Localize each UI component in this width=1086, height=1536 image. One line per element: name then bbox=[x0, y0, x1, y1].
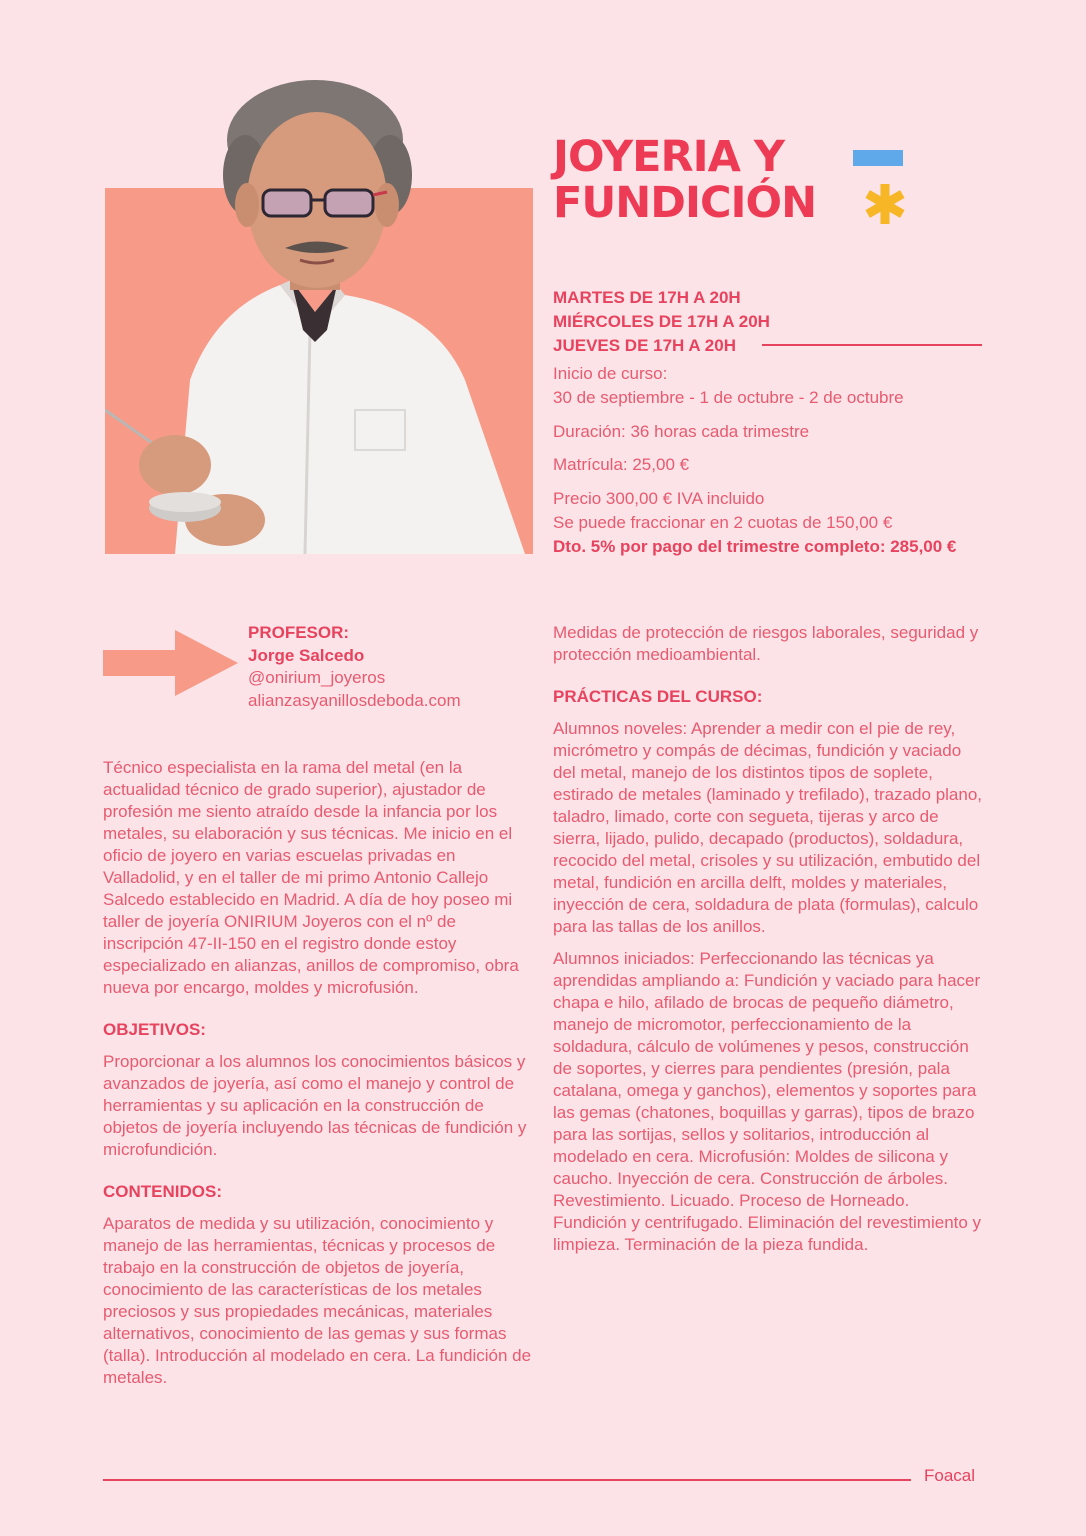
contenidos-text: Aparatos de medida y su utilización, conocimiento y manejo de las herramientas, técnicas y procesos de trabajo en la construcción de objetos de joyería, conocimiento de las características de los metales preciosos y sus propiedades mecánicas, materiales alternativos, conocimiento de las gemas y sus formas (talla). Introducción al modelado en cera. La fundición de metales. bbox=[103, 1214, 532, 1387]
enrollment-fee: Matrícula: 25,00 € bbox=[553, 455, 690, 474]
schedule-line: MARTES DE 17H A 20H bbox=[553, 288, 741, 307]
page-title bbox=[553, 134, 816, 226]
discount: Dto. 5% por pago del trimestre completo: 285,00 € bbox=[553, 537, 957, 556]
practicas-iniciados: Alumnos iniciados: Perfeccionando las técnicas ya aprendidas ampliando a: Fundición y vaciado para hacer chapa e hilo, afilado de brocas de pequeño diámetro, manejo de micromotor, perfeccionamiento de la soldadura, cálculo de volúmenes y pesos, construcción de soportes, y cierres para pendientes (presión, pala catalana, omega y ganchos), elementos y soportes para las gemas (chatones, boquillas y garras), tipos de brazo para las sortijas, sellos y solitarios, introducción al modelado en cera. Microfusión: Moldes de silicona y caucho. Inyección de cera. Construcción de árboles. Revestimiento. Licuado. Proceso de Horneado. Fundición y centrifugado. Eliminación del revestimiento y limpieza. Terminación de la pieza fundida. bbox=[553, 949, 982, 1254]
title-line-2: FUNDICIÓN bbox=[553, 178, 817, 228]
blue-bar-decoration bbox=[853, 150, 903, 166]
professor-website: alianzasyanillosdeboda.com bbox=[248, 690, 461, 710]
practicas-heading: PRÁCTICAS DEL CURSO: bbox=[553, 687, 763, 706]
professor-name: Jorge Salcedo bbox=[248, 645, 365, 665]
arrow-right-icon bbox=[103, 630, 238, 696]
contenidos-heading: CONTENIDOS: bbox=[103, 1182, 222, 1201]
footer-brand: Foacal bbox=[924, 1466, 976, 1485]
schedule-block bbox=[553, 286, 770, 358]
start-label: Inicio de curso: bbox=[553, 364, 668, 383]
schedule-line: JUEVES DE 17H A 20H bbox=[553, 336, 736, 355]
start-dates: 30 de septiembre - 1 de octubre - 2 de octubre bbox=[553, 388, 904, 407]
objetivos-text: Proporcionar a los alumnos los conocimientos básicos y avanzados de joyería, así como el manejo y control de herramientas y su aplicación en la construcción de objetos de joyería incluyendo las técnicas de fundición y microfundición. bbox=[103, 1052, 527, 1159]
left-column bbox=[103, 757, 533, 1389]
professor-label: PROFESOR: bbox=[248, 623, 350, 642]
installments: Se puede fraccionar en 2 cuotas de 150,00 € bbox=[553, 513, 893, 532]
asterisk-icon bbox=[863, 182, 907, 226]
bio-text: Técnico especialista en la rama del metal (en la actualidad técnico de grado superior), ajustador de profesión me siento atraído desde la infancia por los metales, su elaboración y sus técnicas. Me inicio en el oficio de joyero en varias escuelas privadas en Valladolid, y en el taller de mi primo Antonio Callejo Salcedo establecido en Madrid. A día de hoy poseo mi taller de joyería ONIRIUM Joyeros con el nº de inscripción 47-II-150 en el registro donde estoy especializado en alianzas, anillos de compromiso, obra nueva por encargo, moldes y microfusión. bbox=[103, 758, 519, 997]
schedule-line: MIÉRCOLES DE 17H A 20H bbox=[553, 312, 770, 331]
title-line-1: JOYERIA Y bbox=[553, 132, 785, 182]
start-info bbox=[553, 362, 993, 410]
practicas-noveles: Alumnos noveles: Aprender a medir con el pie de rey, micrómetro y compás de décimas, fundición y vaciado del metal, manejo de los distintos tipos de soplete, estirado de metales (laminado y trefilado), trazado plano, taladro, limado, corte con segueta, tijeras y arco de sierra, lijado, pulido, decapado (productos), soldadura, recocido del metal, crisoles y su utilización, embutido del metal, fundición en arcilla delft, moldes y materiales, inyección de cera, soldadura de plata (formulas), calculo para las tallas de los anillos. bbox=[553, 719, 983, 936]
price: Precio 300,00 € IVA incluido bbox=[553, 489, 765, 508]
objetivos-heading: OBJETIVOS: bbox=[103, 1020, 206, 1039]
divider bbox=[762, 344, 982, 346]
professor-instagram: @onirium_joyeros bbox=[248, 668, 386, 687]
price-block bbox=[553, 487, 993, 559]
right-column bbox=[553, 622, 985, 1256]
footer-divider bbox=[103, 1479, 911, 1481]
contenidos-continuation: Medidas de protección de riesgos laborales, seguridad y protección medioambiental. bbox=[553, 623, 979, 664]
teacher-photo bbox=[105, 80, 533, 554]
duration: Duración: 36 horas cada trimestre bbox=[553, 422, 810, 441]
professor-block bbox=[248, 622, 461, 712]
